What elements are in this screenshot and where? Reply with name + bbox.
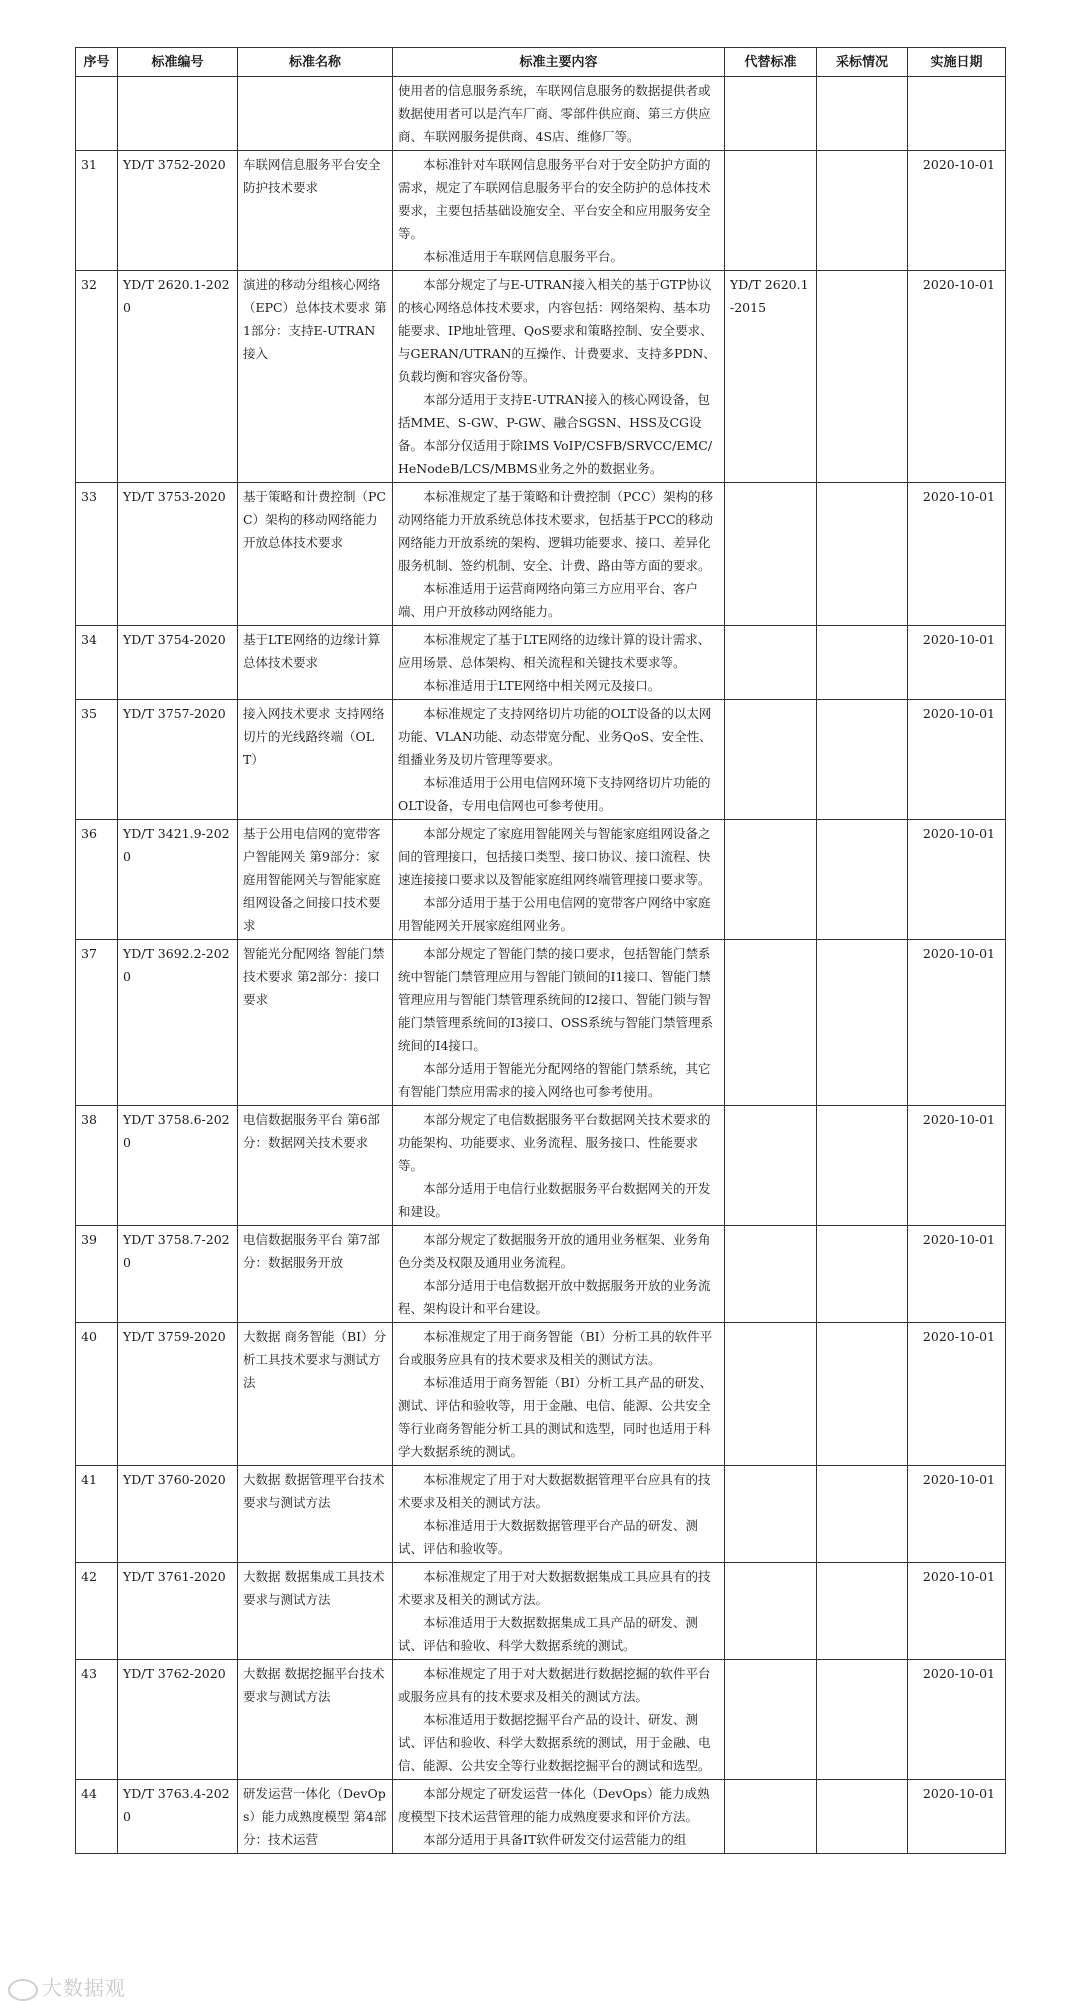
cell-replace <box>725 1226 817 1323</box>
cell-replace <box>725 1466 817 1563</box>
content-paragraph: 本部分规定了数据服务开放的通用业务框架、业务角色分类及权限及通用业务流程。 <box>398 1232 711 1270</box>
cell-replace <box>725 483 817 626</box>
cell-replace <box>725 1106 817 1226</box>
cell-content <box>393 700 725 820</box>
table-row <box>76 1106 1006 1226</box>
cell-name: 电信数据服务平台 第7部分：数据服务开放 <box>238 1226 393 1323</box>
cell-seq: 35 <box>76 700 118 820</box>
table-row <box>76 940 1006 1106</box>
cell-adopt <box>817 151 908 271</box>
cell-adopt <box>817 1106 908 1226</box>
cell-content <box>393 1660 725 1780</box>
table-row <box>76 1466 1006 1563</box>
cell-adopt <box>817 483 908 626</box>
watermark-logo-icon <box>8 1979 38 2001</box>
cell-replace <box>725 940 817 1106</box>
table-row <box>76 483 1006 626</box>
cell-seq: 32 <box>76 271 118 483</box>
cell-name: 基于策略和计费控制（PCC）架构的移动网络能力开放总体技术要求 <box>238 483 393 626</box>
cell-replace <box>725 820 817 940</box>
cell-name: 演进的移动分组核心网络（EPC）总体技术要求 第1部分：支持E-UTRAN接入 <box>238 271 393 483</box>
cell-adopt <box>817 626 908 700</box>
cell-seq: 44 <box>76 1780 118 1854</box>
cell-date: 2020-10-01 <box>908 820 1006 940</box>
cell-adopt <box>817 271 908 483</box>
content-paragraph: 本部分规定了与E-UTRAN接入相关的基于GTP协议的核心网络总体技术要求，内容包括：网络架构、基本功能要求、IP地址管理、QoS要求和策略控制、安全要求、与GERAN/UTRAN的互操作、计费要求、支持多PDN、负载均衡和容灾备份等。 <box>398 277 716 384</box>
cell-content <box>393 77 725 151</box>
cell-name: 基于LTE网络的边缘计算总体技术要求 <box>238 626 393 700</box>
cell-code: YD/T 3421.9-2020 <box>118 820 238 940</box>
content-paragraph: 本部分适用于智能光分配网络的智能门禁系统，其它有智能门禁应用需求的接入网络也可参考使用。 <box>398 1061 711 1099</box>
content-paragraph: 本部分规定了家庭用智能网关与智能家庭组网设备之间的管理接口，包括接口类型、接口协议、接口流程、快速连接接口要求以及智能家庭组网终端管理接口要求等。 <box>398 826 711 887</box>
cell-code: YD/T 3760-2020 <box>118 1466 238 1563</box>
cell-adopt <box>817 820 908 940</box>
cell-adopt <box>817 1660 908 1780</box>
cell-name: 基于公用电信网的宽带客户智能网关 第9部分：家庭用智能网关与智能家庭组网设备之间接口技术要求 <box>238 820 393 940</box>
header-date: 实施日期 <box>908 48 1006 77</box>
table-row <box>76 1780 1006 1854</box>
cell-seq: 43 <box>76 1660 118 1780</box>
cell-name: 电信数据服务平台 第6部分：数据网关技术要求 <box>238 1106 393 1226</box>
cell-adopt <box>817 77 908 151</box>
table-row <box>76 1660 1006 1780</box>
cell-code: YD/T 3763.4-2020 <box>118 1780 238 1854</box>
cell-replace <box>725 1660 817 1780</box>
content-paragraph: 本标准针对车联网信息服务平台对于安全防护方面的需求，规定了车联网信息服务平台的安全防护的总体技术要求，主要包括基础设施安全、平台安全和应用服务安全等。 <box>398 157 711 241</box>
content-paragraph: 本标准适用于大数据数据管理平台产品的研发、测试、评估和验收等。 <box>398 1518 699 1556</box>
header-adopt: 采标情况 <box>817 48 908 77</box>
content-paragraph: 本标准适用于商务智能（BI）分析工具产品的研发、测试、评估和验收等，用于金融、电信、能源、公共安全等行业商务智能分析工具的测试和选型，同时也适用于科学大数据系统的测试。 <box>398 1375 713 1459</box>
cell-date: 2020-10-01 <box>908 271 1006 483</box>
cell-date: 2020-10-01 <box>908 626 1006 700</box>
cell-code: YD/T 3761-2020 <box>118 1563 238 1660</box>
cell-code: YD/T 3754-2020 <box>118 626 238 700</box>
cell-code: YD/T 3752-2020 <box>118 151 238 271</box>
content-paragraph: 本标准规定了基于LTE网络的边缘计算的设计需求、应用场景、总体架构、相关流程和关键技术要求等。 <box>398 632 711 670</box>
cell-name: 车联网信息服务平台安全防护技术要求 <box>238 151 393 271</box>
header-seq: 序号 <box>76 48 118 77</box>
cell-date: 2020-10-01 <box>908 1660 1006 1780</box>
cell-content <box>393 151 725 271</box>
table-row <box>76 626 1006 700</box>
cell-adopt <box>817 940 908 1106</box>
cell-seq: 36 <box>76 820 118 940</box>
cell-date: 2020-10-01 <box>908 940 1006 1106</box>
cell-name: 大数据 数据挖掘平台技术要求与测试方法 <box>238 1660 393 1780</box>
cell-code: YD/T 3753-2020 <box>118 483 238 626</box>
cell-date: 2020-10-01 <box>908 1780 1006 1854</box>
content-paragraph: 本标准适用于公用电信网环境下支持网络切片功能的OLT设备，专用电信网也可参考使用。 <box>398 775 711 813</box>
content-paragraph: 本标准规定了基于策略和计费控制（PCC）架构的移动网络能力开放系统总体技术要求，包括基于PCC的移动网络能力开放系统的架构、逻辑功能要求、接口、差异化服务机制、签约机制、安全、计费、路由等方面的要求。 <box>398 489 714 573</box>
header-name: 标准名称 <box>238 48 393 77</box>
content-paragraph: 本标准规定了支持网络切片功能的OLT设备的以太网功能、VLAN功能、动态带宽分配、业务QoS、安全性、组播业务及切片管理等要求。 <box>398 706 712 767</box>
cell-code: YD/T 3762-2020 <box>118 1660 238 1780</box>
cell-code <box>118 77 238 151</box>
cell-content <box>393 626 725 700</box>
standards-table <box>75 47 1006 1854</box>
content-paragraph: 本部分适用于支持E-UTRAN接入的核心网设备，包括MME、S-GW、P-GW、融合SGSN、HSS及CG设备。本部分仅适用于除IMS VoIP/CSFB/SRVCC/EMC/HeNodeB/LCS/MBMS业务之外的数据业务。 <box>398 392 713 476</box>
cell-adopt <box>817 1780 908 1854</box>
cell-adopt <box>817 700 908 820</box>
cell-replace <box>725 151 817 271</box>
cell-content <box>393 1106 725 1226</box>
cell-date: 2020-10-01 <box>908 1323 1006 1466</box>
cell-seq: 33 <box>76 483 118 626</box>
content-paragraph: 本部分适用于电信行业数据服务平台数据网关的开发和建设。 <box>398 1181 711 1219</box>
watermark-text: 大数据观 <box>42 1976 126 2000</box>
cell-name: 大数据 数据集成工具技术要求与测试方法 <box>238 1563 393 1660</box>
cell-content <box>393 820 725 940</box>
content-paragraph: 本部分规定了智能门禁的接口要求，包括智能门禁系统中智能门禁管理应用与智能门锁间的I1接口、智能门禁管理应用与智能门禁管理系统间的I2接口、智能门锁与智能门禁管理系统间的I3接口、OSS系统与智能门禁管理系统间的I4接口。 <box>398 946 714 1053</box>
content-paragraph: 本标准适用于数据挖掘平台产品的设计、研发、测试、评估和验收、科学大数据系统的测试，用于金融、电信、能源、公共安全等行业数据挖掘平台的测试和选型。 <box>398 1712 711 1773</box>
content-paragraph: 本部分规定了研发运营一体化（DevOps）能力成熟度模型下技术运营管理的能力成熟度要求和评价方法。 <box>398 1786 710 1824</box>
cell-date: 2020-10-01 <box>908 700 1006 820</box>
content-paragraph: 本标准规定了用于商务智能（BI）分析工具的软件平台或服务应具有的技术要求及相关的测试方法。 <box>398 1329 713 1367</box>
cell-seq <box>76 77 118 151</box>
cell-date <box>908 77 1006 151</box>
content-paragraph: 本部分规定了电信数据服务平台数据网关技术要求的功能架构、功能要求、业务流程、服务接口、性能要求等。 <box>398 1112 711 1173</box>
cell-adopt <box>817 1226 908 1323</box>
cell-seq: 41 <box>76 1466 118 1563</box>
cell-content <box>393 1466 725 1563</box>
cell-name: 智能光分配网络 智能门禁技术要求 第2部分：接口要求 <box>238 940 393 1106</box>
table-body <box>76 77 1006 1854</box>
cell-name: 研发运营一体化（DevOps）能力成熟度模型 第4部分：技术运营 <box>238 1780 393 1854</box>
content-paragraph: 本部分适用于基于公用电信网的宽带客户网络中家庭用智能网关开展家庭组网业务。 <box>398 895 711 933</box>
table-row <box>76 77 1006 151</box>
cell-content <box>393 1780 725 1854</box>
table-row <box>76 271 1006 483</box>
cell-seq: 40 <box>76 1323 118 1466</box>
content-paragraph: 本标准适用于LTE网络中相关网元及接口。 <box>423 678 661 693</box>
content-paragraph: 本部分适用于电信数据开放中数据服务开放的业务流程、架构设计和平台建设。 <box>398 1278 711 1316</box>
cell-replace <box>725 77 817 151</box>
cell-date: 2020-10-01 <box>908 1563 1006 1660</box>
header-code: 标准编号 <box>118 48 238 77</box>
table-row <box>76 700 1006 820</box>
cell-replace <box>725 700 817 820</box>
cell-code: YD/T 3758.6-2020 <box>118 1106 238 1226</box>
cell-seq: 38 <box>76 1106 118 1226</box>
cell-replace <box>725 1323 817 1466</box>
cell-name: 大数据 数据管理平台技术要求与测试方法 <box>238 1466 393 1563</box>
cell-seq: 34 <box>76 626 118 700</box>
content-paragraph: 使用者的信息服务系统，车联网信息服务的数据提供者或数据使用者可以是汽车厂商、零部件供应商、第三方供应商、车联网服务提供商、4S店、维修厂等。 <box>398 83 711 144</box>
cell-adopt <box>817 1563 908 1660</box>
cell-adopt <box>817 1323 908 1466</box>
cell-code: YD/T 3759-2020 <box>118 1323 238 1466</box>
content-paragraph: 本标准规定了用于对大数据进行数据挖掘的软件平台或服务应具有的技术要求及相关的测试方法。 <box>398 1666 711 1704</box>
cell-date: 2020-10-01 <box>908 1466 1006 1563</box>
header-content: 标准主要内容 <box>393 48 725 77</box>
cell-name: 大数据 商务智能（BI）分析工具技术要求与测试方法 <box>238 1323 393 1466</box>
table-row <box>76 1226 1006 1323</box>
table-row <box>76 1563 1006 1660</box>
standards-document <box>75 47 1005 1854</box>
cell-content <box>393 940 725 1106</box>
table-row <box>76 1323 1006 1466</box>
content-paragraph: 本标准适用于运营商网络向第三方应用平台、客户端、用户开放移动网络能力。 <box>398 581 699 619</box>
cell-code: YD/T 3692.2-2020 <box>118 940 238 1106</box>
watermark <box>8 1972 126 2001</box>
cell-seq: 42 <box>76 1563 118 1660</box>
cell-content <box>393 483 725 626</box>
cell-code: YD/T 2620.1-2020 <box>118 271 238 483</box>
cell-replace <box>725 1780 817 1854</box>
cell-name: 接入网技术要求 支持网络切片的光线路终端（OLT） <box>238 700 393 820</box>
header-replace: 代替标准 <box>725 48 817 77</box>
content-paragraph: 本部分适用于具备IT软件研发交付运营能力的组 <box>423 1832 687 1847</box>
content-paragraph: 本标准规定了用于对大数据数据集成工具应具有的技术要求及相关的测试方法。 <box>398 1569 711 1607</box>
cell-replace <box>725 1563 817 1660</box>
cell-date: 2020-10-01 <box>908 1226 1006 1323</box>
table-header-row <box>76 48 1006 77</box>
cell-code: YD/T 3757-2020 <box>118 700 238 820</box>
table-row <box>76 151 1006 271</box>
cell-content <box>393 1226 725 1323</box>
cell-code: YD/T 3758.7-2020 <box>118 1226 238 1323</box>
cell-adopt <box>817 1466 908 1563</box>
cell-date: 2020-10-01 <box>908 483 1006 626</box>
content-paragraph: 本标准适用于大数据数据集成工具产品的研发、测试、评估和验收、科学大数据系统的测试。 <box>398 1615 699 1653</box>
cell-date: 2020-10-01 <box>908 1106 1006 1226</box>
table-row <box>76 820 1006 940</box>
cell-seq: 39 <box>76 1226 118 1323</box>
cell-replace: YD/T 2620.1-2015 <box>725 271 817 483</box>
cell-content <box>393 271 725 483</box>
cell-content <box>393 1563 725 1660</box>
cell-name <box>238 77 393 151</box>
content-paragraph: 本标准规定了用于对大数据数据管理平台应具有的技术要求及相关的测试方法。 <box>398 1472 711 1510</box>
cell-replace <box>725 626 817 700</box>
cell-seq: 31 <box>76 151 118 271</box>
content-paragraph: 本标准适用于车联网信息服务平台。 <box>423 249 624 264</box>
cell-content <box>393 1323 725 1466</box>
cell-date: 2020-10-01 <box>908 151 1006 271</box>
cell-seq: 37 <box>76 940 118 1106</box>
